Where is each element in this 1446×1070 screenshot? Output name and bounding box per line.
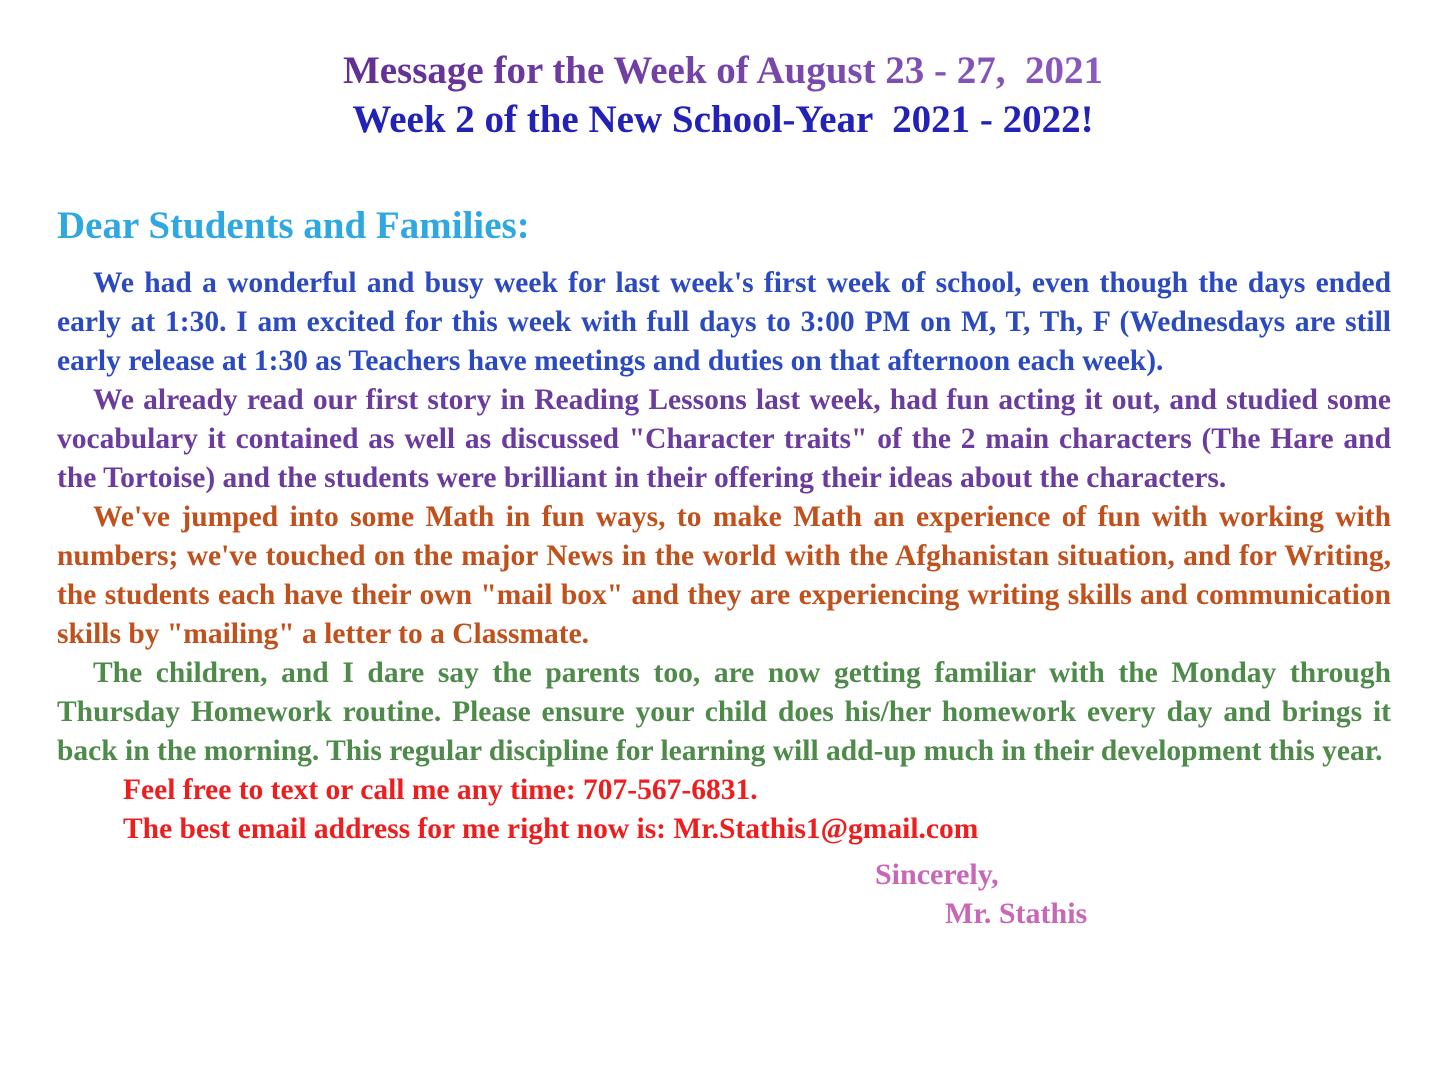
page-title-line2: Week 2 of the New School-Year 2021 - 2022!	[352, 98, 1094, 141]
greeting: Dear Students and Families:	[57, 204, 530, 247]
paragraph-homework-routine: The children, and I dare say the parents too, are now getting familiar with the Monday through Thursday Homework routine. Please ensure your child does his/her homework every day and brings it back in the morning. This regular discipline for learning will add-up much in their development this year.	[57, 657, 1391, 767]
contact-email-line: The best email address for me right now is: Mr.Stathis1@gmail.com	[123, 813, 979, 845]
signature-closing: Sincerely,	[875, 858, 999, 891]
paragraph-reading-lessons: We already read our first story in Reading Lessons last week, had fun acting it out, and studied some vocabulary it contained as well as discussed "Character traits" of the 2 main characters (The Hare and the Tortoise) and the students were brilliant in their offering their ideas about the characters.	[57, 384, 1391, 494]
paragraph-math-news-writing: We've jumped into some Math in fun ways, to make Math an experience of fun with working with numbers; we've touched on the major News in the world with the Afghanistan situation, and for Writing, the students each have their own "mail box" and they are experiencing writing skills and communication skills by "mailing" a letter to a Classmate.	[57, 501, 1391, 650]
page-header	[0, 0, 1446, 144]
page-title-line1: Message for the Week of August 23 - 27, 2021	[0, 46, 1446, 95]
contact-phone-line: Feel free to text or call me any time: 707-567-6831.	[123, 774, 758, 806]
message-body	[57, 202, 1391, 933]
paragraph-week-recap: We had a wonderful and busy week for last week's first week of school, even though the days ended early at 1:30. I am excited for this week with full days to 3:00 PM on M, T, Th, F (Wednesdays are still early release at 1:30 as Teachers have meetings and duties on that afternoon each week).	[57, 267, 1391, 377]
signature-name: Mr. Stathis	[945, 897, 1088, 930]
